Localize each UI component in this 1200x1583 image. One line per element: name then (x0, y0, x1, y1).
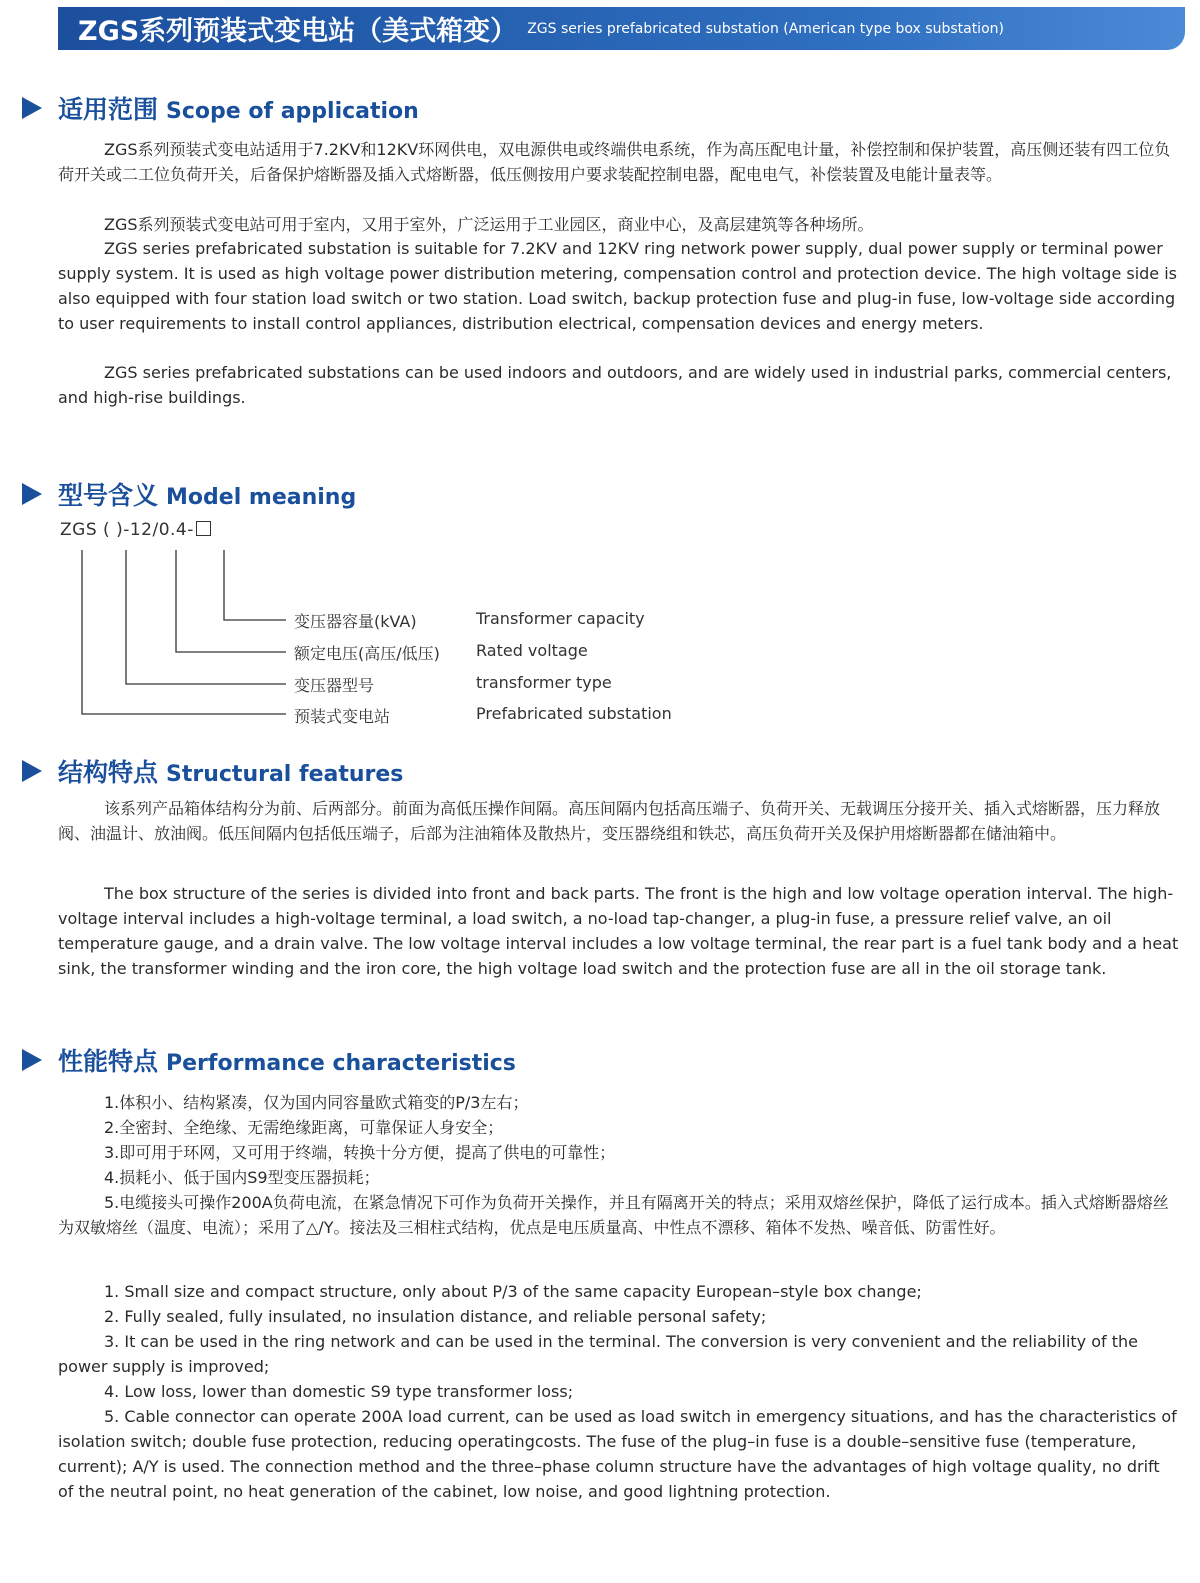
structure-paragraph-en: The box structure of the series is divided into front and back parts. The front is the high and low voltage operation interval. The high-voltage interval includes a high-voltage terminal, a load switch, a no-load tap-changer, a plug-in fuse, a pressure relief valve, an oil temperature gauge, and a drain valve. The low voltage interval includes a low voltage terminal, the rear part is a fuel tank body and a heat sink, the transformer winding and the iron core, the high voltage load switch and the protection fuse are all in the oil storage tank. (58, 884, 1179, 978)
performance-list-en (58, 1279, 1180, 1504)
heading-cn: 型号含义 (58, 481, 159, 510)
list-item: 5.电缆接头可操作200A负荷电流，在紧急情况下可作为负荷开关操作，并且有隔离开关的特点；采用双熔丝保护，降低了运行成本。插入式熔断器熔丝为双敏熔丝（温度、电流）；采用了△/Y。接法及三相柱式结构，优点是电压质量高、中性点不漂移、箱体不发热、噪音低、防雷性好。 (58, 1193, 1169, 1237)
performance-list-cn (58, 1090, 1180, 1240)
legend-row-type (294, 673, 612, 696)
list-item: 4. Low loss, lower than domestic S9 type transformer loss; (104, 1382, 574, 1401)
structure-paragraph-cn: 该系列产品箱体结构分为前、后两部分。前面为高低压操作间隔。高压间隔内包括高压端子、负荷开关、无载调压分接开关、插入式熔断器，压力释放阀、油温计、放油阀。低压间隔内包括低压端子，后部为注油箱体及散热片，变压器绕组和铁芯，高压负荷开关及保护用熔断器都在储油箱中。 (58, 799, 1161, 843)
legend-cn: 变压器容量(kVA) (294, 612, 417, 631)
section-heading-model (22, 476, 356, 512)
section-heading-structure (22, 753, 403, 789)
banner-title-en: ZGS series prefabricated substation (American type box substation) (527, 20, 1004, 37)
section-heading-performance (22, 1042, 516, 1078)
heading-en: Scope of application (166, 99, 419, 124)
legend-row-capacity (294, 609, 645, 632)
legend-row-substation (294, 704, 672, 727)
legend-en: transformer type (476, 673, 612, 692)
banner-title-cn: ZGS系列预装式变电站（美式箱变） (78, 16, 518, 47)
list-item: 2. Fully sealed, fully insulated, no insulation distance, and reliable personal safety; (104, 1307, 767, 1326)
scope-paragraph-en-1: ZGS series prefabricated substation is suitable for 7.2KV and 12KV ring network power supply, dual power supply or terminal power supply system. It is used as high voltage power distribution metering, compensation control and protection device. The high voltage side is also equipped with four station load switch or two station. Load switch, backup protection fuse and plug-in fuse, low-voltage side according to user requirements to install control appliances, distribution electrical, compensation devices and energy meters. (58, 239, 1178, 333)
list-item: 4.损耗小、低于国内S9型变压器损耗； (104, 1168, 380, 1187)
model-code-mid: -12/0.4- (123, 520, 194, 540)
triangle-bullet-icon (22, 97, 42, 119)
model-code (60, 520, 211, 540)
capacity-box-icon (196, 521, 211, 536)
legend-cn: 变压器型号 (294, 676, 375, 695)
legend-cn: 额定电压(高压/低压) (294, 644, 440, 663)
list-item: 3.即可用于环网，又可用于终端，转换十分方便，提高了供电的可靠性； (104, 1143, 616, 1162)
list-item: 3. It can be used in the ring network and can be used in the terminal. The conversion is very convenient and the reliability of the power supply is improved; (58, 1332, 1138, 1376)
scope-paragraph-cn-2: ZGS系列预装式变电站可用于室内，又用于室外，广泛运用于工业园区，商业中心，及高层建筑等各种场所。 (104, 215, 874, 234)
triangle-bullet-icon (22, 483, 42, 505)
heading-en: Structural features (166, 762, 404, 787)
list-item: 1.体积小、结构紧凑，仅为国内同容量欧式箱变的P/3左右； (104, 1093, 529, 1112)
heading-en: Model meaning (166, 485, 357, 510)
heading-en: Performance characteristics (166, 1051, 516, 1076)
legend-en: Rated voltage (476, 641, 588, 660)
legend-en: Prefabricated substation (476, 704, 672, 723)
legend-row-voltage (294, 641, 588, 664)
list-item: 2.全密封、全绝缘、无需绝缘距离，可靠保证人身安全； (104, 1118, 504, 1137)
heading-cn: 性能特点 (58, 1047, 159, 1076)
scope-paragraph-en-2: ZGS series prefabricated substations can be used indoors and outdoors, and are widely used in industrial parks, commercial centers, and high-rise buildings. (58, 363, 1172, 407)
model-code-paren: ( ) (103, 520, 124, 540)
triangle-bullet-icon (22, 1049, 42, 1071)
model-code-prefix: ZGS (60, 520, 98, 540)
section-heading-scope (22, 90, 419, 126)
legend-en: Transformer capacity (476, 609, 645, 628)
heading-cn: 适用范围 (58, 95, 159, 124)
heading-cn: 结构特点 (58, 758, 159, 787)
list-item: 1. Small size and compact structure, only about P/3 of the same capacity European–style box change; (104, 1282, 922, 1301)
legend-cn: 预装式变电站 (294, 707, 391, 726)
title-banner (58, 7, 1185, 50)
scope-paragraph-cn-1: ZGS系列预装式变电站适用于7.2KV和12KV环网供电，双电源供电或终端供电系统，作为高压配电计量，补偿控制和保护装置，高压侧还装有四工位负荷开关或二工位负荷开关，后备保护熔断器及插入式熔断器，低压侧按用户要求装配控制电器，配电电气，补偿装置及电能计量表等。 (58, 140, 1171, 184)
list-item: 5. Cable connector can operate 200A load current, can be used as load switch in emergency situations, and has the characteristics of isolation switch; double fuse protection, reducing operatingcosts. The fuse of the plug–in fuse is a double–sensitive fuse (temperature, current); A/Y is used. The connection method and the three–phase column structure have the advantages of high voltage quality, no drift of the neutral point, no heat generation of the cabinet, low noise, and good lightning protection. (58, 1407, 1177, 1501)
triangle-bullet-icon (22, 760, 42, 782)
